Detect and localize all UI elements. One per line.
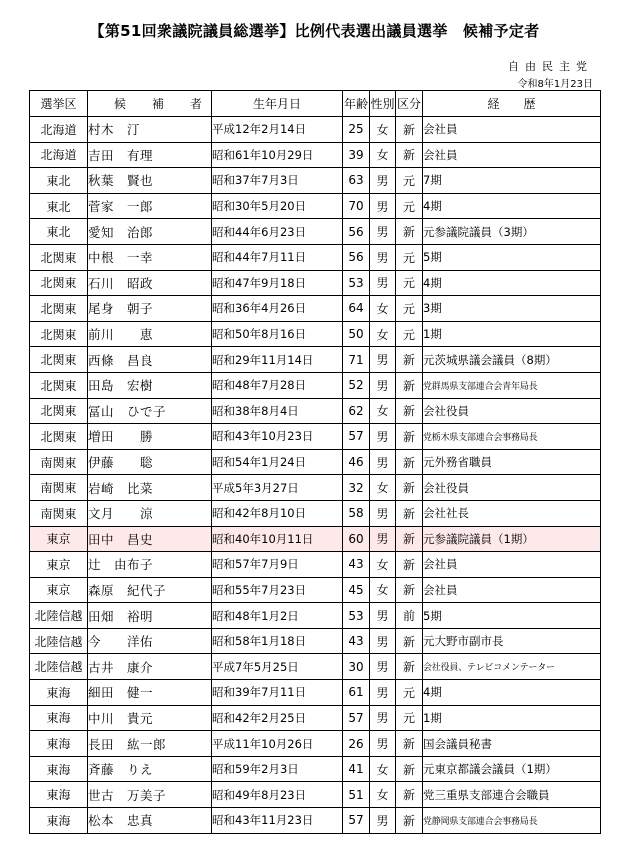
- birth-date: 昭和47年9月18日: [212, 270, 343, 296]
- birth-date: 昭和55年7月23日: [212, 577, 343, 603]
- candidate-name: 文月 涼: [88, 500, 212, 526]
- sex-cell: 男: [370, 705, 396, 731]
- category-cell: 新: [396, 808, 423, 834]
- age-cell: 32: [343, 475, 370, 501]
- birth-date: 昭和29年11月14日: [212, 347, 343, 373]
- header-category: 区分: [396, 91, 423, 117]
- category-cell: 新: [396, 372, 423, 398]
- career-cell: 会社員: [423, 117, 601, 143]
- table-row: [30, 577, 601, 603]
- age-cell: 71: [343, 347, 370, 373]
- table-row: [30, 731, 601, 757]
- category-cell: 新: [396, 219, 423, 245]
- block-cell: 北陸信越: [30, 603, 88, 629]
- age-cell: 43: [343, 552, 370, 578]
- category-cell: 新: [396, 117, 423, 143]
- birth-date: 昭和43年11月23日: [212, 808, 343, 834]
- candidate-name: 森原 紀代子: [88, 577, 212, 603]
- birth-date: 平成12年2月14日: [212, 117, 343, 143]
- category-cell: 新: [396, 500, 423, 526]
- category-cell: 新: [396, 577, 423, 603]
- age-cell: 56: [343, 219, 370, 245]
- career-cell: 会社員: [423, 552, 601, 578]
- header-career: 経歴: [423, 91, 601, 117]
- sex-cell: 女: [370, 117, 396, 143]
- candidate-name: 細田 健一: [88, 680, 212, 706]
- candidate-name: 松本 忠真: [88, 808, 212, 834]
- career-cell: 元大野市副市長: [423, 628, 601, 654]
- category-cell: 新: [396, 347, 423, 373]
- birth-date: 昭和38年8月4日: [212, 398, 343, 424]
- block-cell: 東海: [30, 705, 88, 731]
- candidate-name: 世古 万美子: [88, 782, 212, 808]
- table-row: [30, 372, 601, 398]
- block-cell: 東海: [30, 756, 88, 782]
- career-cell: 党三重県支部連合会職員: [423, 782, 601, 808]
- candidate-name: 中根 一幸: [88, 244, 212, 270]
- career-cell: 元参議院議員（1期）: [423, 526, 601, 552]
- birth-date: 昭和44年6月23日: [212, 219, 343, 245]
- table-row: [30, 142, 601, 168]
- career-cell: 会社役員: [423, 398, 601, 424]
- age-cell: 39: [343, 142, 370, 168]
- table-row: [30, 603, 601, 629]
- sex-cell: 女: [370, 782, 396, 808]
- birth-date: 昭和61年10月29日: [212, 142, 343, 168]
- table-row: [30, 296, 601, 322]
- block-cell: 北陸信越: [30, 654, 88, 680]
- block-cell: 北関東: [30, 372, 88, 398]
- career-cell: 3期: [423, 296, 601, 322]
- table-row: [30, 219, 601, 245]
- category-cell: 新: [396, 756, 423, 782]
- birth-date: 平成5年3月27日: [212, 475, 343, 501]
- sex-cell: 女: [370, 142, 396, 168]
- table-row: [30, 808, 601, 834]
- table-row: [30, 552, 601, 578]
- candidate-name: 田島 宏樹: [88, 372, 212, 398]
- table-row: [30, 449, 601, 475]
- age-cell: 57: [343, 424, 370, 450]
- sex-cell: 男: [370, 808, 396, 834]
- table-row: [30, 500, 601, 526]
- age-cell: 60: [343, 526, 370, 552]
- birth-date: 昭和43年10月23日: [212, 424, 343, 450]
- birth-date: 昭和40年10月11日: [212, 526, 343, 552]
- block-cell: 東北: [30, 219, 88, 245]
- table-row: [30, 398, 601, 424]
- career-cell: 会社役員: [423, 475, 601, 501]
- age-cell: 64: [343, 296, 370, 322]
- table-row: [30, 654, 601, 680]
- candidate-name: 石川 昭政: [88, 270, 212, 296]
- age-cell: 57: [343, 808, 370, 834]
- career-cell: 4期: [423, 270, 601, 296]
- candidate-name: 冨山 ひで子: [88, 398, 212, 424]
- header-name: 候補者: [88, 91, 212, 117]
- table-row: [30, 168, 601, 194]
- candidate-name: 古井 康介: [88, 654, 212, 680]
- birth-date: 昭和54年1月24日: [212, 449, 343, 475]
- candidate-name: 尾身 朝子: [88, 296, 212, 322]
- birth-date: 昭和48年1月2日: [212, 603, 343, 629]
- age-cell: 30: [343, 654, 370, 680]
- candidate-name: 長田 紘一郎: [88, 731, 212, 757]
- block-cell: 北海道: [30, 142, 88, 168]
- age-cell: 58: [343, 500, 370, 526]
- birth-date: 昭和30年5月20日: [212, 193, 343, 219]
- table-row: [30, 782, 601, 808]
- sex-cell: 男: [370, 244, 396, 270]
- career-cell: 7期: [423, 168, 601, 194]
- candidate-name: 伊藤 聡: [88, 449, 212, 475]
- block-cell: 北関東: [30, 244, 88, 270]
- sex-cell: 男: [370, 628, 396, 654]
- table-row: [30, 270, 601, 296]
- document-date: 令和8年1月23日: [517, 79, 593, 90]
- category-cell: 元: [396, 321, 423, 347]
- candidate-name: 田畑 裕明: [88, 603, 212, 629]
- candidate-name: 前川 恵: [88, 321, 212, 347]
- age-cell: 46: [343, 449, 370, 475]
- category-cell: 新: [396, 654, 423, 680]
- block-cell: 北陸信越: [30, 628, 88, 654]
- age-cell: 45: [343, 577, 370, 603]
- block-cell: 東北: [30, 193, 88, 219]
- sex-cell: 男: [370, 654, 396, 680]
- sex-cell: 男: [370, 193, 396, 219]
- age-cell: 51: [343, 782, 370, 808]
- age-cell: 43: [343, 628, 370, 654]
- sex-cell: 男: [370, 424, 396, 450]
- career-cell: 党群馬県支部連合会青年局長: [423, 372, 601, 398]
- block-cell: 北関東: [30, 296, 88, 322]
- block-cell: 北関東: [30, 321, 88, 347]
- party-name: 自由民主党: [508, 60, 593, 73]
- block-cell: 北海道: [30, 117, 88, 143]
- candidate-name: 増田 勝: [88, 424, 212, 450]
- block-cell: 東京: [30, 552, 88, 578]
- table-row: [30, 680, 601, 706]
- block-cell: 東海: [30, 808, 88, 834]
- table-row: [30, 321, 601, 347]
- table-row: [30, 756, 601, 782]
- table-row: [30, 244, 601, 270]
- candidate-name: 西條 昌良: [88, 347, 212, 373]
- birth-date: 昭和57年7月9日: [212, 552, 343, 578]
- table-row: [30, 628, 601, 654]
- age-cell: 25: [343, 117, 370, 143]
- category-cell: 新: [396, 398, 423, 424]
- birth-date: 昭和58年1月18日: [212, 628, 343, 654]
- candidate-name: 斉藤 りえ: [88, 756, 212, 782]
- category-cell: 新: [396, 475, 423, 501]
- sex-cell: 男: [370, 168, 396, 194]
- birth-date: 昭和49年8月23日: [212, 782, 343, 808]
- table-row: [30, 347, 601, 373]
- career-cell: 党栃木県支部連合会事務局長: [423, 424, 601, 450]
- sex-cell: 女: [370, 296, 396, 322]
- category-cell: 元: [396, 193, 423, 219]
- category-cell: 新: [396, 424, 423, 450]
- sex-cell: 男: [370, 449, 396, 475]
- age-cell: 63: [343, 168, 370, 194]
- age-cell: 56: [343, 244, 370, 270]
- category-cell: 元: [396, 705, 423, 731]
- career-cell: 党静岡県支部連合会事務局長: [423, 808, 601, 834]
- table-row: [30, 193, 601, 219]
- sex-cell: 男: [370, 731, 396, 757]
- candidate-name: 村木 汀: [88, 117, 212, 143]
- career-cell: 元東京都議会議員（1期）: [423, 756, 601, 782]
- category-cell: 元: [396, 296, 423, 322]
- career-cell: 元外務省職員: [423, 449, 601, 475]
- sex-cell: 男: [370, 603, 396, 629]
- category-cell: 新: [396, 552, 423, 578]
- table-row: [30, 526, 601, 552]
- category-cell: 新: [396, 142, 423, 168]
- sex-cell: 女: [370, 577, 396, 603]
- birth-date: 昭和59年2月3日: [212, 756, 343, 782]
- sex-cell: 女: [370, 321, 396, 347]
- block-cell: 北関東: [30, 347, 88, 373]
- block-cell: 北関東: [30, 270, 88, 296]
- candidate-name: 秋葉 賢也: [88, 168, 212, 194]
- header-block: 選挙区: [30, 91, 88, 117]
- category-cell: 前: [396, 603, 423, 629]
- candidate-table: [29, 90, 601, 834]
- table-row: [30, 475, 601, 501]
- sex-cell: 男: [370, 219, 396, 245]
- age-cell: 26: [343, 731, 370, 757]
- block-cell: 南関東: [30, 475, 88, 501]
- header-sex: 性別: [370, 91, 396, 117]
- category-cell: 元: [396, 680, 423, 706]
- candidate-name: 愛知 治郎: [88, 219, 212, 245]
- sex-cell: 男: [370, 347, 396, 373]
- age-cell: 41: [343, 756, 370, 782]
- sex-cell: 男: [370, 680, 396, 706]
- sex-cell: 男: [370, 270, 396, 296]
- birth-date: 平成11年10月26日: [212, 731, 343, 757]
- career-cell: 国会議員秘書: [423, 731, 601, 757]
- block-cell: 北関東: [30, 424, 88, 450]
- candidate-name: 田中 昌史: [88, 526, 212, 552]
- sex-cell: 男: [370, 500, 396, 526]
- block-cell: 東海: [30, 782, 88, 808]
- block-cell: 南関東: [30, 449, 88, 475]
- birth-date: 昭和37年7月3日: [212, 168, 343, 194]
- block-cell: 東北: [30, 168, 88, 194]
- document-title: 【第51回衆議院議員総選挙】比例代表選出議員選挙 候補予定者: [89, 22, 540, 40]
- career-cell: 4期: [423, 193, 601, 219]
- table-row: [30, 424, 601, 450]
- age-cell: 61: [343, 680, 370, 706]
- career-cell: 会社役員、テレビコメンテーター: [423, 654, 601, 680]
- age-cell: 53: [343, 603, 370, 629]
- age-cell: 50: [343, 321, 370, 347]
- birth-date: 昭和36年4月26日: [212, 296, 343, 322]
- category-cell: 元: [396, 168, 423, 194]
- category-cell: 元: [396, 270, 423, 296]
- age-cell: 57: [343, 705, 370, 731]
- sex-cell: 女: [370, 398, 396, 424]
- birth-date: 昭和44年7月11日: [212, 244, 343, 270]
- sex-cell: 女: [370, 552, 396, 578]
- career-cell: 1期: [423, 321, 601, 347]
- header-age: 年齢: [343, 91, 370, 117]
- career-cell: 元茨城県議会議員（8期）: [423, 347, 601, 373]
- candidate-name: 中川 貴元: [88, 705, 212, 731]
- age-cell: 52: [343, 372, 370, 398]
- career-cell: 1期: [423, 705, 601, 731]
- block-cell: 東京: [30, 526, 88, 552]
- age-cell: 62: [343, 398, 370, 424]
- block-cell: 東海: [30, 680, 88, 706]
- career-cell: 5期: [423, 603, 601, 629]
- category-cell: 新: [396, 731, 423, 757]
- sex-cell: 男: [370, 372, 396, 398]
- category-cell: 新: [396, 526, 423, 552]
- career-cell: 元参議院議員（3期）: [423, 219, 601, 245]
- category-cell: 新: [396, 628, 423, 654]
- block-cell: 東京: [30, 577, 88, 603]
- category-cell: 新: [396, 782, 423, 808]
- career-cell: 4期: [423, 680, 601, 706]
- career-cell: 会社社長: [423, 500, 601, 526]
- table-row: [30, 705, 601, 731]
- career-cell: 会社員: [423, 577, 601, 603]
- block-cell: 北関東: [30, 398, 88, 424]
- sex-cell: 女: [370, 475, 396, 501]
- birth-date: 平成7年5月25日: [212, 654, 343, 680]
- candidate-name: 今 洋佑: [88, 628, 212, 654]
- category-cell: 新: [396, 449, 423, 475]
- candidate-name: 吉田 有理: [88, 142, 212, 168]
- category-cell: 元: [396, 244, 423, 270]
- block-cell: 南関東: [30, 500, 88, 526]
- sex-cell: 女: [370, 756, 396, 782]
- block-cell: 東海: [30, 731, 88, 757]
- age-cell: 53: [343, 270, 370, 296]
- birth-date: 昭和39年7月11日: [212, 680, 343, 706]
- candidate-rows: [30, 117, 601, 834]
- birth-date: 昭和50年8月16日: [212, 321, 343, 347]
- career-cell: 会社員: [423, 142, 601, 168]
- age-cell: 70: [343, 193, 370, 219]
- candidate-name: 岩崎 比菜: [88, 475, 212, 501]
- candidate-name: 辻 由布子: [88, 552, 212, 578]
- career-cell: 5期: [423, 244, 601, 270]
- table-header-row: [30, 91, 601, 117]
- birth-date: 昭和42年8月10日: [212, 500, 343, 526]
- candidate-name: 菅家 一郎: [88, 193, 212, 219]
- birth-date: 昭和42年2月25日: [212, 705, 343, 731]
- table-row: [30, 117, 601, 143]
- birth-date: 昭和48年7月28日: [212, 372, 343, 398]
- sex-cell: 男: [370, 526, 396, 552]
- header-birth: 生年月日: [212, 91, 343, 117]
